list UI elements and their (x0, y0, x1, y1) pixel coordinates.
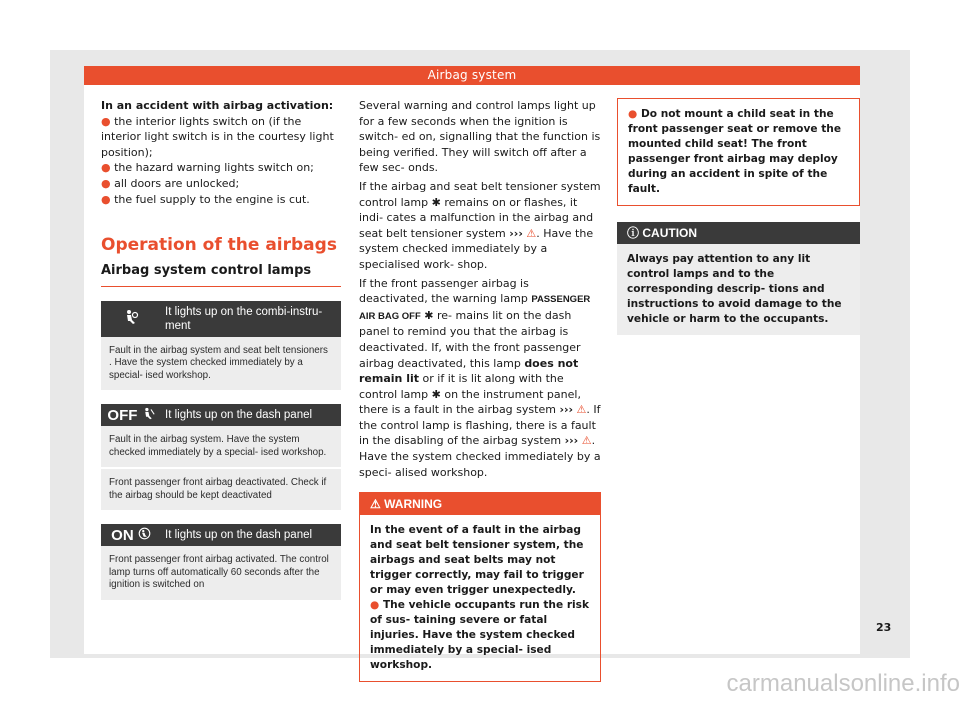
bullet-icon: ● (101, 192, 111, 206)
reference-arrow: ››› (509, 226, 523, 240)
lamp-table-3 (101, 524, 341, 600)
list-item: ● all doors are unlocked; (101, 176, 240, 190)
lamp-table-1 (101, 301, 341, 391)
list-item: ● the hazard warning lights switch on; (101, 161, 314, 175)
caution-body: Always pay attention to any lit control lamps and to the corresponding descrip- tions and instructions to avoid damage to the vehicle or harm to the occupants. (627, 253, 842, 325)
caution-header: ⓘ CAUTION (617, 222, 860, 244)
intro-text: In an accident with airbag activation: (101, 99, 334, 112)
warning-body: In the event of a fault in the airbag and seat belt tensioner system, the airbags and seat belts may not trigger correctly, may fail to trigger or may even trigger unexpectedly. ● The vehicle occupants run the risk of sus- taining severe or fatal injuries. Have the system checked immediately by a special- ised workshop. (370, 524, 590, 672)
warning-body (618, 99, 859, 205)
passenger-airbag-off-lamp: PASSENGER AIR BAG OFF (359, 294, 591, 322)
lamp-description: Fault in the airbag system. Have the system checked immediately by a special- ised workshop. (101, 426, 341, 467)
column-right (617, 98, 860, 335)
paragraph: If the front passenger airbag is deactivated, the warning lamp PASSENGER AIR BAG OFF ✱ re- mains lit on the dash panel to remind you that the airbag is deactivated. If, with the front passenger airbag deactivated, this lamp does not remain lit or if it is lit along with the control lamp ✱ on the instrument panel, there is a fault in the airbag system ››› ⚠. If the control lamp is flashing, there is a fault in the disabling of the airbag system ››› ⚠. Have the system checked immediately by a speci- alised workshop. (359, 276, 601, 479)
airbag-lamp-icon (101, 309, 161, 328)
page-header: Airbag system (84, 66, 860, 85)
lamp-title: It lights up on the dash panel (165, 409, 313, 422)
column-middle (359, 98, 601, 682)
warning-triangle-icon: ⚠ (370, 497, 381, 512)
lamp-description: Front passenger front airbag activated. The control lamp turns off automatically 60 seconds after the ignition is switched on (101, 546, 341, 600)
passenger-airbag-on-icon: ON (101, 527, 161, 543)
paragraph: If the airbag and seat belt tensioner system control lamp ✱ remains on or flashes, it indi- cates a malfunction in the airbag and seat belt tensioner system ››› ⚠. Have the system checked immediately by a specialised work- shop. (359, 179, 601, 271)
warning-triangle-icon: ⚠ (576, 403, 587, 417)
bullet-icon: ● (370, 599, 380, 612)
lamp-table-2 (101, 404, 341, 510)
lamp-title: It lights up on the dash panel (165, 529, 313, 542)
bullet-icon: ● (101, 161, 111, 175)
airbag-off-icon: ✱ (424, 308, 434, 322)
list-item: ● The vehicle occupants run the risk of sus- taining severe or fatal injuries. Have the system checked immediately by a special- ised workshop. (370, 599, 590, 672)
lamp-description: Front passenger front airbag deactivated. Check if the airbag should be kept deactivated (101, 467, 341, 510)
warning-triangle-icon: ⚠ (526, 226, 537, 240)
lamp-header (101, 404, 341, 426)
lamp-header (101, 301, 341, 337)
list-item: ● the interior lights switch on (if the interior light switch is in the courtesy light position); (101, 114, 334, 159)
list-item: ● Do not mount a child seat in the front passenger seat or remove the mounted child seat! The front passenger front airbag may deploy during an accident in spite of the fault. (628, 108, 842, 195)
paragraph: Several warning and control lamps light up for a few seconds when the ignition is switch- ed on, signalling that the function is being verified. They will switch off after a few sec- onds. (359, 99, 601, 175)
warning-box (359, 492, 601, 682)
airbag-lamp-icon: ✱ (431, 387, 441, 401)
page-number: 23 (876, 621, 892, 634)
caution-box (617, 222, 860, 335)
info-icon: ⓘ (627, 226, 640, 240)
airbag-lamp-icon: ✱ (431, 195, 441, 209)
bullet-icon: ● (628, 108, 638, 120)
section-title: Operation of the airbags (101, 235, 337, 256)
warning-header: ⚠ WARNING (360, 493, 600, 515)
passenger-airbag-off-icon: OFF (101, 407, 161, 423)
bullet-icon: ● (101, 176, 111, 190)
reference-arrow: ››› (559, 403, 574, 417)
lamp-header (101, 524, 341, 546)
watermark: carmanualsonline.info (726, 670, 960, 697)
warning-box-continued (617, 98, 860, 206)
bullet-icon: ● (101, 114, 111, 128)
reference-arrow: ››› (564, 434, 579, 448)
subsection-title: Airbag system control lamps (101, 263, 341, 287)
warning-triangle-icon: ⚠ (581, 434, 592, 448)
lamp-title: It lights up on the combi-instru- ment (165, 305, 323, 332)
lamp-description: Fault in the airbag system and seat belt tensioners . Have the system checked immediately by a special- ised workshop. (101, 337, 341, 391)
list-item: ● the fuel supply to the engine is cut. (101, 192, 310, 206)
column-left (101, 98, 341, 600)
